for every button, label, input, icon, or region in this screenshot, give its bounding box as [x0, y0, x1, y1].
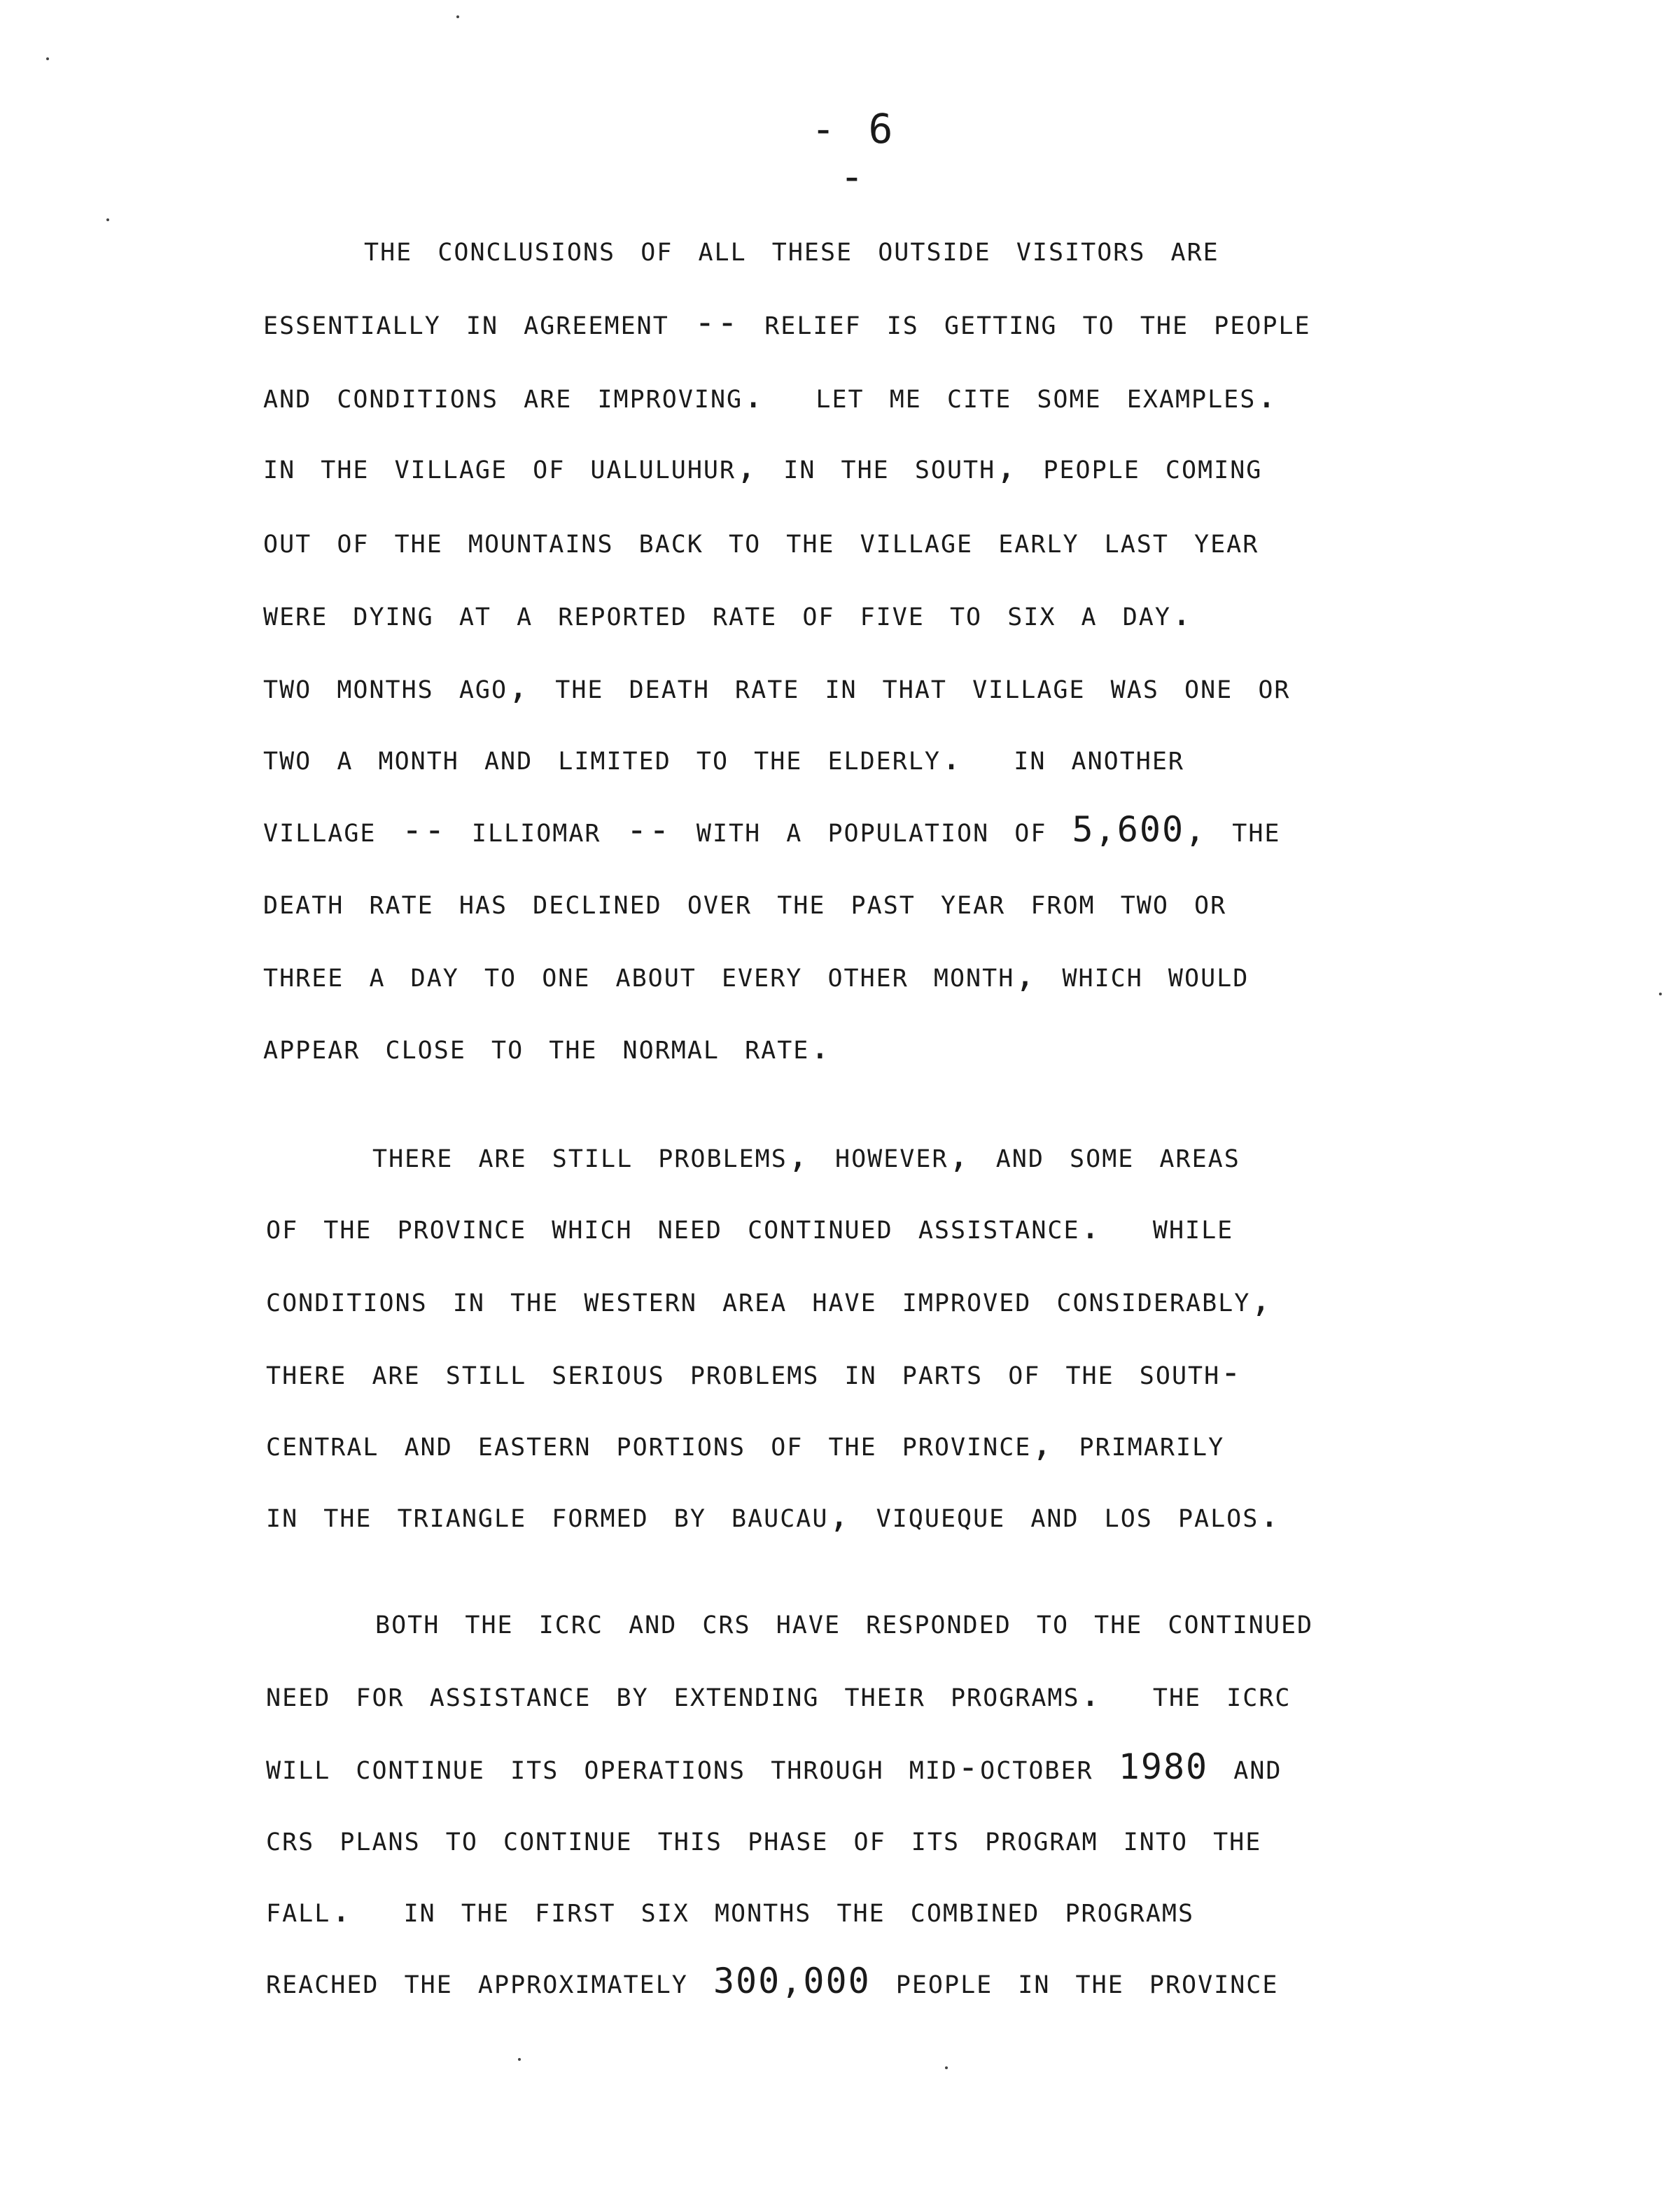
text-line: essentially in agreement -- relief is getting to the people	[263, 302, 1311, 342]
text-line: crs plans to continue this phase of its program into the	[266, 1818, 1262, 1858]
text-line: of the province which need continued assistance. while	[266, 1206, 1234, 1247]
text-line: appear close to the normal rate.	[263, 1026, 832, 1067]
text-line: the conclusions of all these outside visitors are	[364, 228, 1219, 269]
text-line: and conditions are improving. let me cite some examples.	[263, 375, 1279, 416]
scan-speck	[106, 218, 109, 221]
text-line: central and eastern portions of the province, primarily	[266, 1423, 1225, 1464]
page-number: - 6 -	[811, 105, 897, 200]
text-line: reached the approximately 300,000 people in the province	[266, 1961, 1279, 2001]
scan-speck	[945, 2066, 948, 2069]
text-line: two a month and limited to the elderly. in another	[263, 737, 1184, 778]
text-line: need for assistance by extending their programs. the icrc	[266, 1674, 1292, 1714]
text-line: will continue its operations through mid-october 1980 and	[266, 1746, 1282, 1787]
scan-speck	[1659, 993, 1662, 995]
text-line: two months ago, the death rate in that village was one or	[263, 666, 1291, 706]
text-line: there are still serious problems in parts of the south-	[266, 1352, 1243, 1392]
text-line: there are still problems, however, and some areas	[372, 1135, 1240, 1175]
text-line: village -- illiomar -- with a population of 5,600, the	[263, 809, 1281, 850]
scan-speck	[456, 15, 459, 18]
scan-speck	[46, 57, 49, 60]
scan-speck	[518, 2058, 521, 2061]
text-line: three a day to one about every other month, which would	[263, 954, 1250, 995]
text-line: death rate has declined over the past year from two or	[263, 881, 1227, 922]
text-line: in the triangle formed by baucau, viqueque and los palos.	[266, 1494, 1282, 1535]
text-line: in the village of ualuluhur, in the south, people coming	[263, 446, 1263, 486]
text-line: conditions in the western area have improved considerably,	[266, 1279, 1273, 1320]
text-line: both the icrc and crs have responded to the continued	[375, 1601, 1314, 1642]
text-line: were dying at a reported rate of five to six a day.	[263, 593, 1194, 634]
text-line: out of the mountains back to the village early last year	[263, 520, 1259, 561]
text-line: fall. in the first six months the combined programs	[266, 1889, 1195, 1930]
